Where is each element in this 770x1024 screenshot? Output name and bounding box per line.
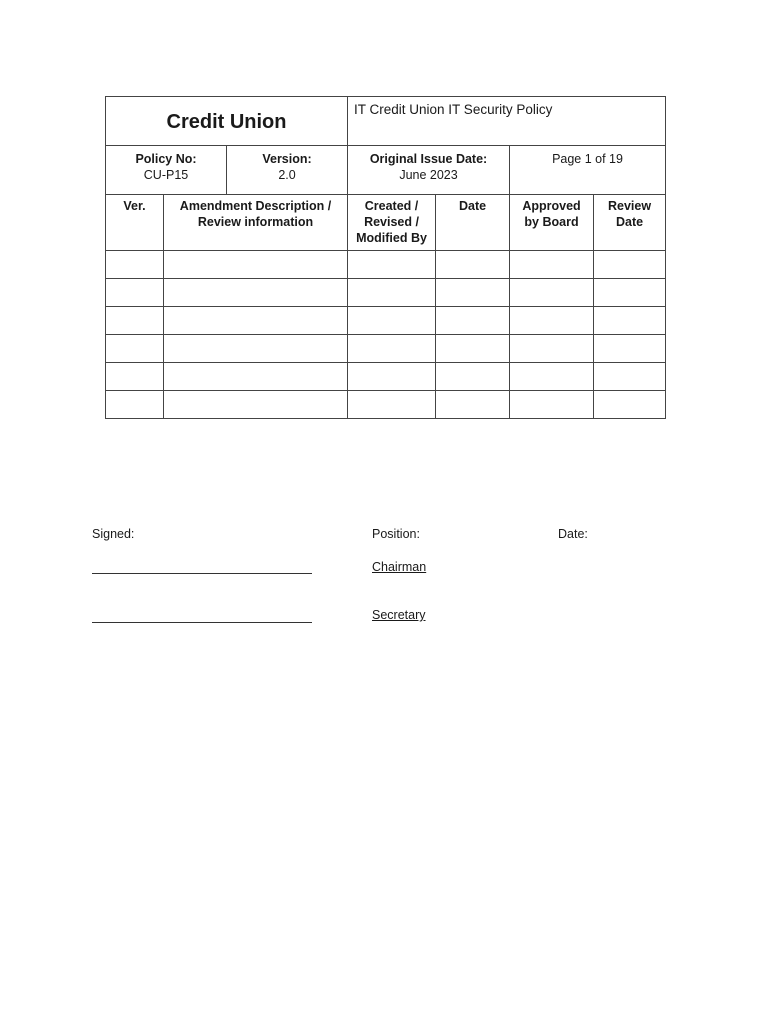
position-chairman: Chairman (372, 560, 427, 574)
policy-number-cell (106, 146, 227, 195)
col-amendment-header-line: Review information (197, 215, 314, 229)
issue-date: June 2023 (399, 168, 458, 182)
col-review-date-cell[interactable] (594, 251, 666, 279)
col-approved-cell[interactable] (510, 307, 594, 335)
col-ver-cell[interactable] (106, 335, 164, 363)
col-approved-header-line: by Board (524, 215, 579, 229)
col-date-cell[interactable] (436, 391, 510, 419)
col-ver-header-line: Ver. (123, 199, 146, 213)
col-date-cell[interactable] (436, 363, 510, 391)
col-ver-cell[interactable] (106, 251, 164, 279)
col-review-date-header (594, 195, 666, 251)
page-indicator: Page 1 of 19 (510, 146, 666, 195)
signed-label: Signed: (92, 527, 135, 541)
col-approved-cell[interactable] (510, 363, 594, 391)
version-number: 2.0 (278, 168, 296, 182)
col-amendment-cell[interactable] (164, 307, 348, 335)
col-date-cell[interactable] (436, 335, 510, 363)
col-review-date-cell[interactable] (594, 307, 666, 335)
col-date-header (436, 195, 510, 251)
policy-title: IT Credit Union IT Security Policy (348, 97, 666, 146)
col-created-by-cell[interactable] (348, 251, 436, 279)
amendment-row (106, 251, 666, 279)
col-created-by-cell[interactable] (348, 363, 436, 391)
col-approved-cell[interactable] (510, 251, 594, 279)
policy-header-table (105, 96, 666, 419)
amendment-row (106, 335, 666, 363)
col-approved-header (510, 195, 594, 251)
col-created-by-cell[interactable] (348, 335, 436, 363)
col-review-date-header-line: Review (607, 199, 652, 213)
col-created-by-cell[interactable] (348, 307, 436, 335)
amendment-row (106, 391, 666, 419)
position-secretary: Secretary (372, 608, 426, 622)
col-created-by-header-line: Revised / (364, 215, 419, 229)
amendment-row (106, 307, 666, 335)
amendment-row (106, 279, 666, 307)
col-ver-cell[interactable] (106, 363, 164, 391)
col-date-cell[interactable] (436, 279, 510, 307)
col-created-by-header (348, 195, 436, 251)
col-review-date-cell[interactable] (594, 335, 666, 363)
issue-date-label: Original Issue Date: (369, 152, 488, 166)
amendment-row (106, 363, 666, 391)
col-date-header-line: Date (458, 199, 487, 213)
col-created-by-header-line: Modified By (356, 231, 427, 245)
col-amendment-header (164, 195, 348, 251)
col-ver-cell[interactable] (106, 279, 164, 307)
col-amendment-cell[interactable] (164, 391, 348, 419)
col-ver-cell[interactable] (106, 391, 164, 419)
version-label: Version: (262, 152, 312, 166)
position-label: Position: (372, 527, 420, 541)
organization-name: Credit Union (106, 97, 348, 146)
col-review-date-cell[interactable] (594, 363, 666, 391)
col-review-date-cell[interactable] (594, 391, 666, 419)
signature-line-secretary[interactable] (92, 622, 312, 623)
policy-number-label: Policy No: (135, 152, 197, 166)
version-cell (227, 146, 348, 195)
col-review-date-header-line: Date (615, 215, 644, 229)
signature-line-chairman[interactable] (92, 573, 312, 574)
col-amendment-cell[interactable] (164, 363, 348, 391)
col-ver-cell[interactable] (106, 307, 164, 335)
policy-number: CU-P15 (143, 168, 189, 182)
col-created-by-cell[interactable] (348, 279, 436, 307)
col-approved-header-line: Approved (522, 199, 581, 213)
col-approved-cell[interactable] (510, 391, 594, 419)
col-created-by-header-line: Created / (364, 199, 419, 213)
issue-date-cell (348, 146, 510, 195)
col-ver-header (106, 195, 164, 251)
col-date-cell[interactable] (436, 251, 510, 279)
col-amendment-cell[interactable] (164, 251, 348, 279)
col-created-by-cell[interactable] (348, 391, 436, 419)
col-amendment-cell[interactable] (164, 335, 348, 363)
col-amendment-cell[interactable] (164, 279, 348, 307)
col-review-date-cell[interactable] (594, 279, 666, 307)
date-label: Date: (558, 527, 588, 541)
col-date-cell[interactable] (436, 307, 510, 335)
col-amendment-header-line: Amendment Description / (179, 199, 332, 213)
col-approved-cell[interactable] (510, 279, 594, 307)
col-approved-cell[interactable] (510, 335, 594, 363)
